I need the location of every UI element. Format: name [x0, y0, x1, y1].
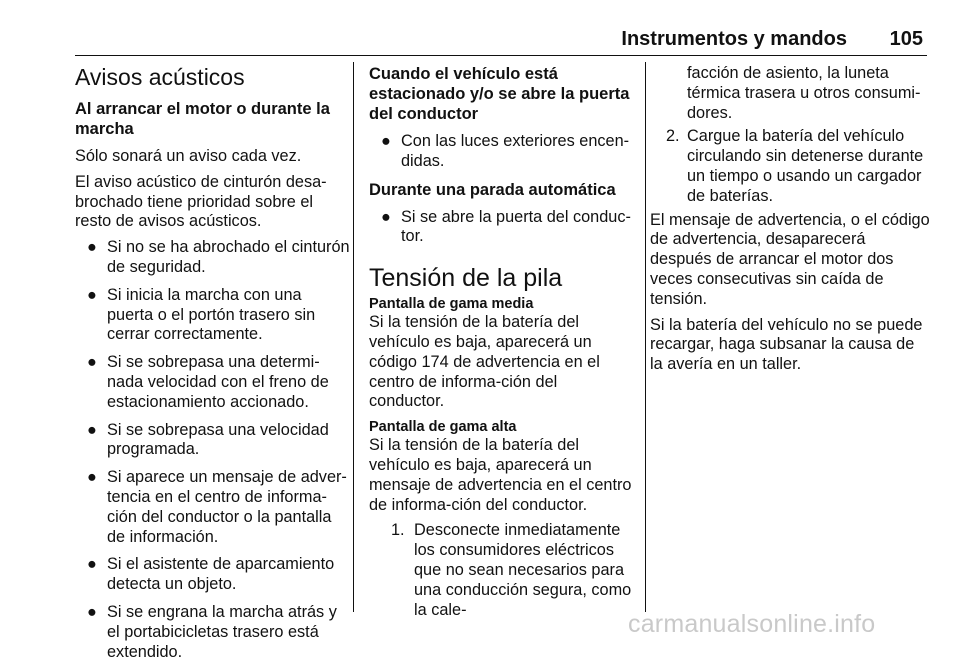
header-rule: [75, 55, 927, 56]
estacionado-list: [369, 132, 635, 172]
column-1: [75, 64, 350, 670]
section-title-avisos: Avisos acústicos: [75, 64, 245, 90]
paragraph-taller: Si la batería del vehículo no se puede recargar, haga subsanar la causa de la avería en un taller.: [650, 315, 923, 374]
bullet-icon: ●: [87, 468, 97, 487]
page-header: [75, 24, 927, 54]
bullet-icon: ●: [87, 238, 97, 257]
bullet-icon: ●: [87, 420, 97, 439]
chapter-title: Instrumentos y mandos: [621, 28, 847, 50]
subsection-title-parada: Durante una parada automática: [369, 180, 616, 199]
bullet-icon: ●: [87, 602, 97, 621]
column-divider-right: [645, 62, 646, 612]
subsection-title-estacionado: Cuando el vehículo está estacionado y/o se abre la puerta del conductor: [369, 65, 630, 123]
bullet-icon: ●: [87, 555, 97, 574]
watermark: carmanualsonline.info: [628, 610, 876, 638]
subsection-title-arrancar: Al arrancar el motor o durante la marcha: [75, 100, 330, 138]
steps-list: [369, 521, 635, 620]
list-item: ● Si se abre la puerta del conduc-tor.: [381, 207, 631, 246]
paragraph-gama-media: Si la tensión de la batería del vehículo es baja, aparecerá un código 174 de advertencia en el centro de informa-ción del conductor.: [369, 313, 600, 411]
paragraph-gama-alta: Si la tensión de la batería del vehículo es baja, aparecerá un mensaje de advertencia en el centro de informa-ción del conductor.: [369, 436, 632, 514]
list-item: ● Si aparece un mensaje de adver-tencia en el centro de informa-ción del conductor o la pantalla de información.: [87, 468, 347, 546]
section-title-tension: Tensión de la pila: [369, 264, 563, 293]
paragraph-un-aviso: Sólo sonará un aviso cada vez.: [75, 147, 302, 165]
paragraph-prioridad: El aviso acústico de cinturón desa-brochado tiene prioridad sobre el resto de avisos acústicos.: [75, 172, 327, 231]
bullet-icon: ●: [381, 207, 391, 226]
steps-list-continued: [650, 127, 930, 206]
column-divider-left: [353, 62, 354, 612]
bullet-icon: ●: [381, 132, 391, 150]
list-item: 2. Cargue la batería del vehículo circulando sin detenerse durante un tiempo o usando un cargador de baterías.: [666, 127, 924, 205]
list-item: ● Si el asistente de aparcamiento detecta un objeto.: [87, 555, 335, 594]
column-2: [369, 64, 635, 624]
list-item: ● Si inicia la marcha con una puerta o el portón trasero sin cerrar correctamente.: [87, 285, 316, 344]
bullet-icon: ●: [87, 285, 97, 304]
list-item: 1. Desconecte inmediatamente los consumidores eléctricos que no sean necesarios para una conducción segura, como la cale-: [391, 521, 632, 619]
list-item: ● Con las luces exteriores encen-didas.: [381, 132, 630, 170]
subheading-gama-alta: Pantalla de gama alta: [369, 419, 517, 436]
column-3: [650, 64, 930, 381]
list-item: ● Si se engrana la marcha atrás y el portabicicletas trasero está extendido.: [87, 602, 337, 661]
paragraph-desaparecera: El mensaje de advertencia, o el código de advertencia, desaparecerá después de arrancar el motor dos veces consecutivas sin caída de tensión.: [650, 210, 930, 308]
list-item: ● Si se sobrepasa una velocidad programada.: [87, 420, 329, 459]
list-item: ● Si se sobrepasa una determi-nada velocidad con el freno de estacionamiento accionado.: [87, 353, 329, 411]
page-number: 105: [889, 28, 923, 50]
step1-continuation: facción de asiento, la luneta térmica trasera u otros consumi-dores.: [687, 64, 921, 122]
list-item: ● Si no se ha abrochado el cinturón de seguridad.: [87, 238, 350, 276]
warning-list: [75, 238, 350, 662]
subheading-gama-media: Pantalla de gama media: [369, 296, 534, 313]
step-number: 2.: [666, 127, 680, 146]
bullet-icon: ●: [87, 353, 97, 372]
parada-list: [369, 208, 635, 248]
step-number: 1.: [391, 521, 405, 540]
